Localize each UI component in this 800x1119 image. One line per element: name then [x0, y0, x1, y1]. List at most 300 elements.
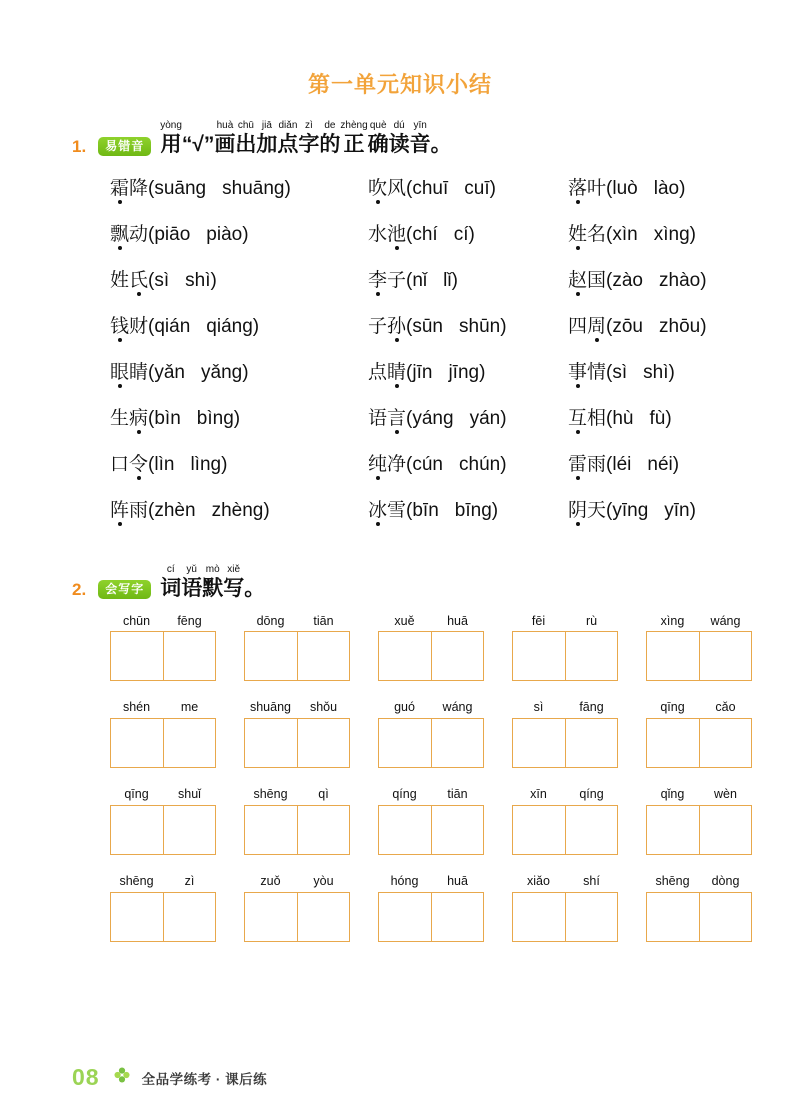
emphasis-dot: [576, 246, 580, 250]
pinyin-choice-item[interactable]: [568, 408, 672, 435]
item-word: [568, 224, 606, 251]
writing-cell[interactable]: [565, 893, 618, 941]
pinyin-options: [412, 362, 479, 384]
pinyin-option[interactable]: lìng: [190, 453, 222, 475]
pinyin-choice-item[interactable]: [110, 362, 368, 389]
pinyin-choice-item[interactable]: [110, 316, 368, 343]
instruction-char: [214, 120, 235, 157]
character-glyph: 口: [110, 453, 130, 475]
writing-boxes: [646, 631, 752, 681]
close-paren: ): [210, 269, 217, 291]
pinyin-option[interactable]: yán: [469, 407, 501, 429]
writing-cell[interactable]: [699, 806, 752, 854]
open-paren: (: [606, 407, 613, 429]
pinyin-option[interactable]: yǎng: [201, 361, 243, 383]
writing-pinyin-label: qíng: [579, 787, 604, 802]
open-paren: (: [148, 177, 155, 199]
word-character: [129, 316, 148, 343]
instruction-char-pinyin: diǎn: [278, 120, 298, 132]
exercise-2-instruction: [160, 564, 265, 601]
marked-character: [568, 224, 587, 251]
pinyin-option[interactable]: nǐ: [412, 269, 428, 291]
character-glyph: 雷: [568, 453, 588, 475]
instruction-char-pinyin: mò: [205, 563, 220, 575]
writing-boxes: [512, 805, 618, 855]
word-character: [110, 408, 129, 435]
character-glyph: 赵: [568, 269, 588, 291]
instruction-char-pinyin: de: [324, 120, 336, 132]
open-paren: (: [406, 315, 413, 337]
writing-cell[interactable]: [111, 893, 163, 941]
instruction-char: [192, 120, 204, 157]
writing-pinyin-label: tiān: [313, 613, 334, 628]
writing-word-group: [646, 788, 752, 855]
writing-cell[interactable]: [647, 632, 699, 680]
writing-cell[interactable]: [297, 632, 350, 680]
instruction-char: [204, 120, 215, 157]
pinyin-options: [412, 500, 491, 522]
pinyin-option[interactable]: qián: [154, 315, 191, 337]
pinyin-choice-item[interactable]: [568, 178, 685, 205]
writing-cell[interactable]: [647, 806, 699, 854]
writing-word-group: [244, 701, 350, 768]
character-glyph: 生: [110, 407, 130, 429]
writing-cell[interactable]: [699, 719, 752, 767]
pinyin-options: [154, 178, 284, 200]
pinyin-options: [154, 316, 252, 338]
marked-character: [129, 270, 148, 297]
pinyin-option[interactable]: fù: [649, 407, 666, 429]
item-word: [368, 270, 406, 297]
character-glyph: 言: [387, 407, 407, 429]
instruction-char: [277, 120, 298, 157]
instruction-char: [181, 564, 202, 601]
writing-boxes: [110, 805, 216, 855]
pinyin-choice-item[interactable]: [368, 224, 568, 251]
open-paren: (: [606, 315, 613, 337]
close-paren: ): [689, 223, 696, 245]
pinyin-option[interactable]: zhèn: [154, 499, 196, 521]
pinyin-option[interactable]: yīn: [664, 499, 690, 521]
word-character: [568, 316, 587, 343]
page-title: 第一单元知识小结: [307, 72, 492, 97]
word-character: [587, 270, 606, 297]
writing-grid-row: [110, 615, 800, 682]
pinyin-option[interactable]: néi: [647, 453, 673, 475]
word-character: [387, 178, 406, 205]
writing-pinyin-label: huā: [447, 873, 468, 888]
pinyin-option[interactable]: cí: [453, 223, 469, 245]
pinyin-option[interactable]: lào: [653, 177, 680, 199]
pinyin-choice-item[interactable]: [110, 454, 368, 481]
pinyin-option[interactable]: yīng: [612, 499, 649, 521]
writing-cell[interactable]: [379, 719, 431, 767]
pinyin-options: [154, 408, 233, 430]
pinyin-option[interactable]: bīng: [454, 499, 492, 521]
marked-character: [110, 362, 129, 389]
writing-word-group: [378, 875, 484, 942]
writing-pinyin-label: chūn: [122, 613, 151, 628]
pinyin-choice-item[interactable]: [568, 316, 707, 343]
pinyin-choice-item[interactable]: [110, 178, 368, 205]
marked-character: [368, 270, 387, 297]
instruction-char-glyph: 读: [388, 133, 410, 157]
pinyin-option[interactable]: hù: [612, 407, 634, 429]
writing-cell[interactable]: [163, 632, 216, 680]
writing-cell[interactable]: [513, 893, 565, 941]
instruction-char: [340, 120, 367, 157]
writing-cell[interactable]: [297, 719, 350, 767]
writing-cell[interactable]: [647, 719, 699, 767]
pinyin-choice-item[interactable]: [568, 362, 675, 389]
writing-pinyin-label: shǒu: [309, 700, 338, 715]
instruction-char-glyph: 正: [343, 133, 365, 157]
writing-pinyin-labels: [378, 788, 484, 802]
pinyin-choice-item[interactable]: [110, 270, 368, 297]
item-word: [110, 224, 148, 251]
writing-boxes: [244, 631, 350, 681]
pinyin-option[interactable]: chuī: [412, 177, 449, 199]
writing-word-group: [378, 788, 484, 855]
pinyin-option[interactable]: zhōu: [659, 315, 701, 337]
pinyin-option[interactable]: zōu: [612, 315, 643, 337]
pinyin-option[interactable]: yáng: [412, 407, 454, 429]
pinyin-choice-item[interactable]: [568, 454, 679, 481]
emphasis-dot: [576, 384, 580, 388]
instruction-char-pinyin: chū: [237, 120, 254, 132]
word-character: [129, 500, 148, 527]
writing-pinyin-labels: [512, 875, 618, 889]
writing-cell[interactable]: [245, 806, 297, 854]
instruction-char-pinyin: xiě: [227, 563, 241, 575]
writing-pinyin-labels: [646, 701, 752, 715]
pinyin-option[interactable]: zhèng: [211, 499, 264, 521]
instruction-char-glyph: 用: [160, 133, 182, 157]
pinyin-options: [154, 270, 210, 292]
item-word: [568, 270, 606, 297]
character-glyph: 水: [368, 223, 388, 245]
pinyin-option[interactable]: bìn: [154, 407, 181, 429]
writing-cell[interactable]: [431, 806, 484, 854]
writing-cell[interactable]: [245, 632, 297, 680]
pinyin-option[interactable]: suāng: [154, 177, 207, 199]
pinyin-option[interactable]: bìng: [196, 407, 234, 429]
writing-boxes: [110, 892, 216, 942]
word-character: [587, 178, 606, 205]
writing-pinyin-label: qīng: [124, 787, 149, 802]
pinyin-choice-item[interactable]: [568, 270, 707, 297]
close-paren: ): [242, 361, 249, 383]
writing-cell[interactable]: [379, 632, 431, 680]
exercise-2-header: [0, 564, 800, 601]
instruction-char-glyph: 。: [430, 133, 452, 157]
word-character: [129, 362, 148, 389]
writing-boxes: [646, 718, 752, 768]
character-glyph: 叶: [587, 177, 607, 199]
marked-character: [568, 362, 587, 389]
pinyin-option[interactable]: shì: [185, 269, 211, 291]
instruction-char-pinyin: huà: [216, 120, 234, 132]
pinyin-option[interactable]: cún: [412, 453, 443, 475]
writing-cell[interactable]: [111, 632, 163, 680]
close-paren: ): [700, 315, 707, 337]
character-glyph: 风: [387, 177, 407, 199]
writing-pinyin-label: zì: [184, 873, 195, 888]
marked-character: [387, 224, 406, 251]
character-glyph: 四: [568, 315, 588, 337]
pinyin-option[interactable]: yǎn: [154, 361, 185, 383]
item-word: [368, 224, 406, 251]
instruction-char: [160, 564, 181, 601]
marked-character: [110, 500, 129, 527]
pinyin-options: [412, 178, 489, 200]
writing-pinyin-label: shēng: [253, 787, 288, 802]
writing-boxes: [244, 718, 350, 768]
clover-icon: [114, 1067, 130, 1088]
close-paren: ): [700, 269, 707, 291]
pinyin-option[interactable]: sì: [612, 361, 628, 383]
marked-character: [568, 270, 587, 297]
close-paren: ): [489, 177, 496, 199]
writing-boxes: [512, 718, 618, 768]
writing-word-group: [512, 701, 618, 768]
writing-word-group: [110, 701, 216, 768]
pinyin-choice-item[interactable]: [368, 362, 568, 389]
writing-cell[interactable]: [565, 632, 618, 680]
character-glyph: 阴: [568, 499, 588, 521]
word-character: [387, 454, 406, 481]
writing-cell[interactable]: [699, 893, 752, 941]
writing-pinyin-label: xuě: [394, 613, 415, 628]
open-paren: (: [406, 361, 413, 383]
instruction-char: [368, 120, 389, 157]
emphasis-dot: [395, 384, 399, 388]
marked-character: [368, 500, 387, 527]
pinyin-options: [612, 454, 672, 476]
writing-pinyin-label: wèn: [714, 787, 737, 802]
character-glyph: 病: [129, 407, 149, 429]
word-character: [368, 408, 387, 435]
writing-cell[interactable]: [431, 893, 484, 941]
character-glyph: 阵: [110, 499, 130, 521]
instruction-char-glyph: 语: [181, 576, 203, 600]
writing-pinyin-label: xīn: [530, 787, 547, 802]
pinyin-options: [612, 178, 679, 200]
pinyin-option[interactable]: zhào: [659, 269, 701, 291]
pinyin-option[interactable]: shì: [643, 361, 669, 383]
item-word: [568, 362, 606, 389]
pinyin-choice-item[interactable]: [368, 408, 568, 435]
writing-pinyin-label: shēng: [655, 873, 690, 888]
pinyin-option[interactable]: xìn: [612, 223, 638, 245]
word-character: [110, 454, 129, 481]
pinyin-choice-item[interactable]: [110, 224, 368, 251]
writing-cell[interactable]: [513, 719, 565, 767]
pinyin-choice-item[interactable]: [368, 270, 568, 297]
character-glyph: 名: [587, 223, 607, 245]
instruction-char-glyph: 默: [202, 576, 224, 600]
writing-cell[interactable]: [699, 632, 752, 680]
writing-word-group: [512, 875, 618, 942]
character-glyph: 纯: [368, 453, 388, 475]
pinyin-choice-row: [110, 270, 760, 316]
writing-cell[interactable]: [565, 806, 618, 854]
footer-text: 全品学练考 · 课后练: [141, 1071, 268, 1087]
character-glyph: 孙: [387, 315, 407, 337]
open-paren: (: [406, 177, 413, 199]
word-character: [368, 362, 387, 389]
writing-pinyin-label: qì: [318, 787, 329, 802]
writing-pinyin-label: cǎo: [715, 700, 736, 715]
emphasis-dot: [118, 200, 122, 204]
pinyin-choice-row: [110, 408, 760, 454]
pinyin-choice-item[interactable]: [368, 316, 568, 343]
writing-word-group: [110, 615, 216, 682]
pinyin-option[interactable]: chún: [459, 453, 501, 475]
writing-cell[interactable]: [513, 806, 565, 854]
writing-word-group: [244, 788, 350, 855]
instruction-char-glyph: 音: [409, 133, 431, 157]
open-paren: (: [148, 269, 155, 291]
character-glyph: 天: [587, 499, 607, 521]
item-word: [568, 178, 606, 205]
pinyin-option[interactable]: piào: [206, 223, 243, 245]
pinyin-choice-row: [110, 224, 760, 270]
writing-pinyin-labels: [244, 701, 350, 715]
pinyin-options: [612, 408, 665, 430]
pinyin-option[interactable]: xìng: [653, 223, 690, 245]
writing-cell[interactable]: [111, 719, 163, 767]
writing-pinyin-label: wáng: [710, 613, 741, 628]
instruction-char: [160, 120, 182, 157]
pinyin-option[interactable]: shūn: [459, 315, 501, 337]
pinyin-choice-item[interactable]: [368, 178, 568, 205]
item-word: [368, 178, 406, 205]
pinyin-option[interactable]: sūn: [412, 315, 443, 337]
pinyin-choice-item[interactable]: [568, 224, 696, 251]
pinyin-option[interactable]: chí: [412, 223, 438, 245]
writing-cell[interactable]: [647, 893, 699, 941]
character-glyph: 冰: [368, 499, 388, 521]
writing-cell[interactable]: [565, 719, 618, 767]
character-glyph: 动: [129, 223, 149, 245]
exercise-1-instruction: [160, 120, 451, 157]
writing-cell[interactable]: [163, 806, 216, 854]
pinyin-choice-row: [110, 316, 760, 362]
writing-pinyin-label: qǐng: [660, 787, 685, 802]
writing-word-group: [512, 615, 618, 682]
instruction-char-pinyin: cí: [166, 563, 175, 575]
pinyin-option[interactable]: piāo: [154, 223, 191, 245]
pinyin-option[interactable]: léi: [612, 453, 632, 475]
pinyin-option[interactable]: sì: [154, 269, 170, 291]
instruction-char-glyph: 。: [244, 576, 266, 600]
word-character: [129, 178, 148, 205]
writing-pinyin-label: xiǎo: [527, 873, 550, 888]
writing-pinyin-labels: [512, 615, 618, 629]
writing-pinyin-label: fēi: [531, 613, 546, 628]
writing-cell[interactable]: [431, 719, 484, 767]
item-word: [368, 316, 406, 343]
pinyin-option[interactable]: shuāng: [222, 177, 285, 199]
writing-cell[interactable]: [297, 893, 350, 941]
character-glyph: 相: [587, 407, 607, 429]
exercise-1-items: [0, 178, 800, 546]
item-word: [110, 362, 148, 389]
pinyin-choice-item[interactable]: [368, 500, 568, 527]
writing-pinyin-label: shuǐ: [178, 787, 201, 802]
pinyin-option[interactable]: cuī: [464, 177, 490, 199]
pinyin-option[interactable]: jīng: [448, 361, 480, 383]
item-word: [110, 408, 148, 435]
open-paren: (: [606, 177, 613, 199]
emphasis-dot: [376, 522, 380, 526]
writing-cell[interactable]: [431, 632, 484, 680]
pinyin-option[interactable]: zào: [612, 269, 643, 291]
writing-boxes: [378, 892, 484, 942]
pinyin-option[interactable]: qiáng: [206, 315, 253, 337]
instruction-char: [223, 564, 244, 601]
pinyin-option[interactable]: lìn: [154, 453, 175, 475]
character-glyph: 语: [368, 407, 388, 429]
character-glyph: 飘: [110, 223, 130, 245]
item-word: [110, 316, 148, 343]
character-glyph: 净: [387, 453, 407, 475]
word-character: [587, 362, 606, 389]
writing-word-group: [646, 615, 752, 682]
writing-cell[interactable]: [245, 893, 297, 941]
instruction-char-glyph: 加: [256, 133, 278, 157]
emphasis-dot: [376, 200, 380, 204]
pinyin-choice-item[interactable]: [110, 408, 368, 435]
page-footer: [72, 1066, 267, 1089]
writing-cell[interactable]: [379, 893, 431, 941]
writing-pinyin-labels: [378, 875, 484, 889]
instruction-char: [182, 120, 193, 157]
character-glyph: 雪: [387, 499, 407, 521]
writing-pinyin-label: fēng: [177, 613, 202, 628]
word-character: [387, 270, 406, 297]
writing-cell[interactable]: [297, 806, 350, 854]
pinyin-options: [154, 362, 242, 384]
pinyin-option[interactable]: jīn: [412, 361, 433, 383]
instruction-char-pinyin: zhèng: [340, 120, 368, 132]
pinyin-choice-item[interactable]: [368, 454, 568, 481]
writing-cell[interactable]: [163, 719, 216, 767]
item-word: [568, 454, 606, 481]
writing-pinyin-label: tiān: [447, 787, 468, 802]
writing-cell[interactable]: [245, 719, 297, 767]
writing-pinyin-labels: [646, 615, 752, 629]
pinyin-option[interactable]: bīn: [412, 499, 439, 521]
pinyin-option[interactable]: lǐ: [443, 269, 452, 291]
writing-cell[interactable]: [163, 893, 216, 941]
item-word: [368, 500, 406, 527]
marked-character: [368, 454, 387, 481]
emphasis-dot: [118, 246, 122, 250]
instruction-char-glyph: 词: [160, 576, 182, 600]
writing-cell[interactable]: [379, 806, 431, 854]
pinyin-choice-item[interactable]: [568, 500, 696, 527]
writing-cell[interactable]: [513, 632, 565, 680]
writing-grid-block: [0, 615, 800, 942]
pinyin-choice-item[interactable]: [110, 500, 368, 527]
pinyin-options: [412, 408, 500, 430]
character-glyph: 睛: [387, 361, 407, 383]
instruction-char: [256, 120, 277, 157]
pinyin-option[interactable]: luò: [612, 177, 638, 199]
writing-cell[interactable]: [111, 806, 163, 854]
